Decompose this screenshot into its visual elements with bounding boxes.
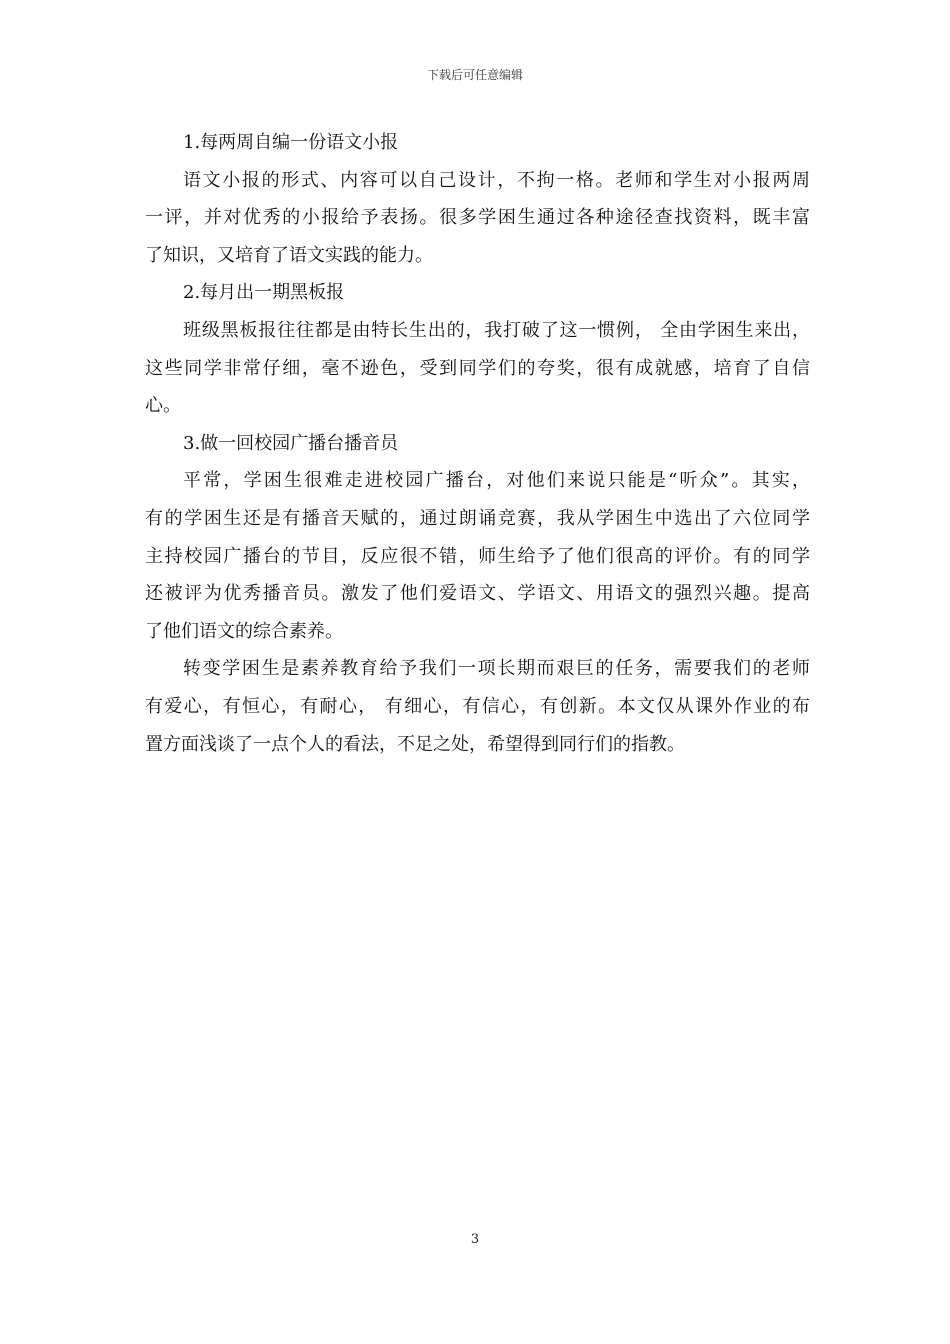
conclusion-line: 有爱心，有恒心，有耐心， 有细心，有信心，有创新。本文仅从课外作业的布 xyxy=(145,695,810,717)
paragraph-line: 了他们语文的综合素养。 xyxy=(145,620,343,642)
paragraph-line: 主持校园广播台的节目，反应很不错，师生给予了他们很高的评价。有的同学 xyxy=(145,545,810,567)
paragraph-line: 语文小报的形式、内容可以自己设计，不拘一格。老师和学生对小报两周 xyxy=(183,169,810,191)
conclusion-line: 置方面浅谈了一点个人的看法，不足之处，希望得到同行们的指教。 xyxy=(145,733,685,755)
page-header: 下载后可任意编辑 xyxy=(426,68,523,82)
paragraph-line: 一评，并对优秀的小报给予表扬。很多学困生通过各种途径查找资料，既丰富 xyxy=(145,207,810,229)
paragraph-line: 有的学困生还是有播音天赋的，通过朗诵竞赛，我从学困生中选出了六位同学 xyxy=(145,507,810,529)
section-heading: 1.每两周自编一份语文小报 xyxy=(183,132,399,153)
paragraph-line: 还被评为优秀播音员。激发了他们爱语文、学语文、用语文的强烈兴趣。提高 xyxy=(145,583,810,605)
paragraph-line: 平常，学困生很难走进校园广播台，对他们来说只能是“听众”。其实， xyxy=(183,470,810,492)
paragraph-line: 心。 xyxy=(145,395,181,417)
section-heading: 2.每月出一期黑板报 xyxy=(183,282,345,304)
page-number: 3 xyxy=(470,1232,480,1247)
conclusion-line: 转变学困生是素养教育给予我们一项长期而艰巨的任务，需要我们的老师 xyxy=(183,658,810,680)
paragraph-line: 班级黑板报往往都是由特长生出的，我打破了这一惯例， 全由学困生来出， xyxy=(183,319,810,341)
paragraph-line: 这些同学非常仔细，毫不逊色，受到同学们的夸奖，很有成就感，培育了自信 xyxy=(145,357,810,379)
section-heading: 3.做一回校园广播台播音员 xyxy=(183,432,399,454)
paragraph-line: 了知识，又培育了语文实践的能力。 xyxy=(145,244,433,266)
document-body xyxy=(145,124,810,763)
